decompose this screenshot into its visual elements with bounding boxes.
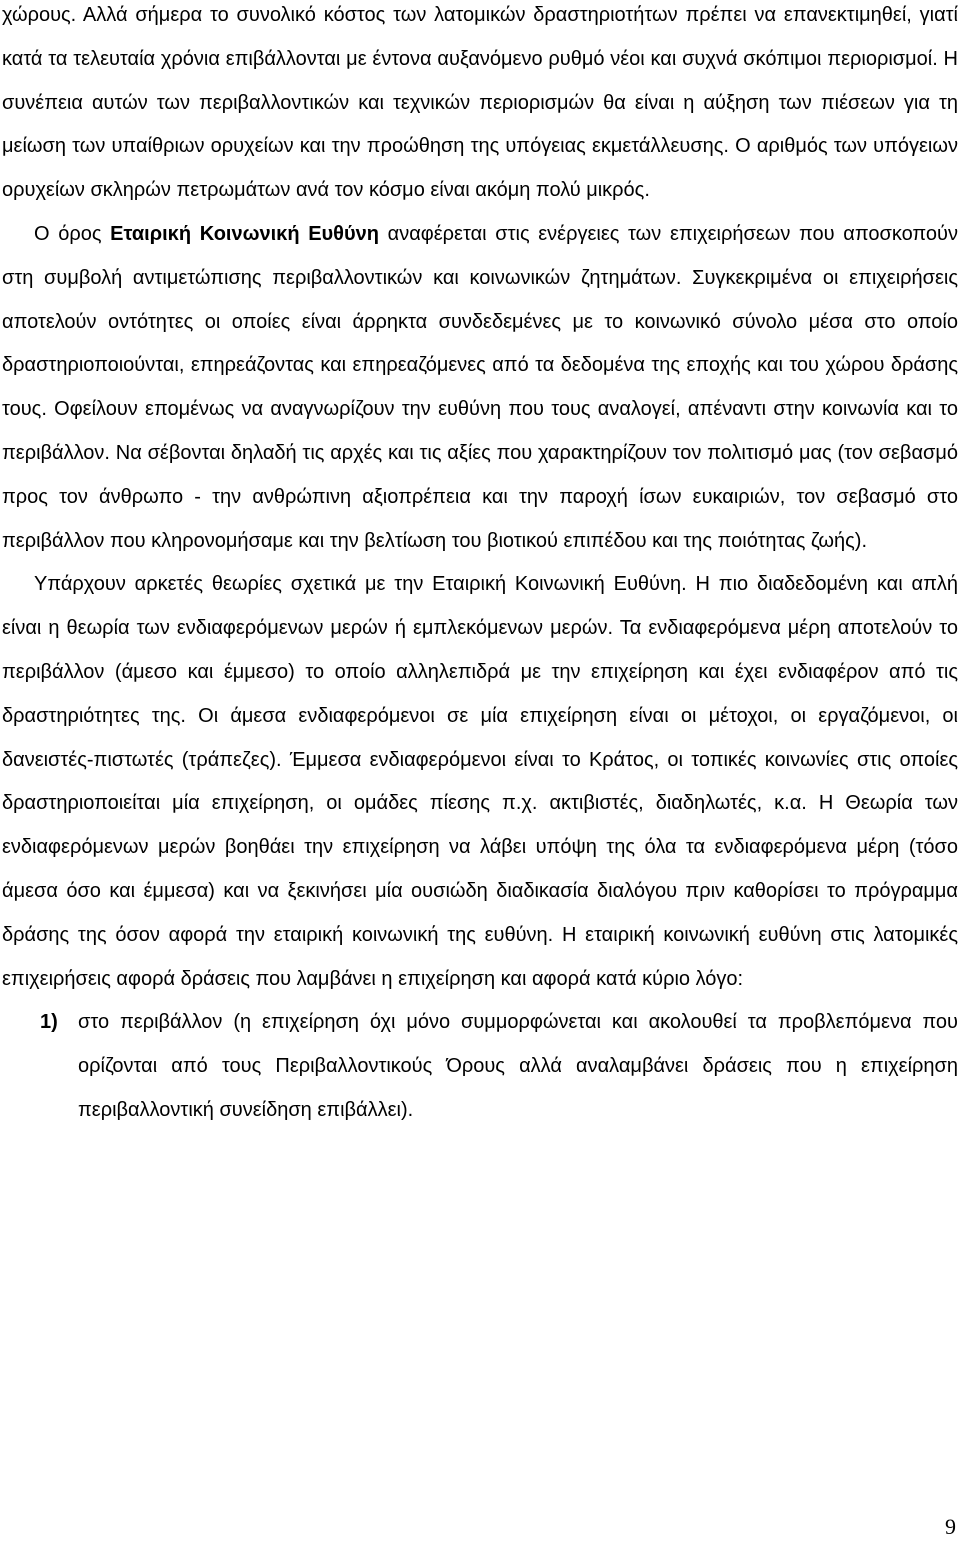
page-number: 9 <box>945 1514 956 1539</box>
paragraph-csr-body-text: αναφέρεται στις ενέργειες των επιχειρήσεων που αποσκοπούν στη συμβολή αντιμετώπισης περιβαλλοντικών και κοινωνικών ζητημάτων. Συγκεκριμένα οι επιχειρήσεις αποτελούν οντότητες οι οποίες είναι άρρηκτα συνδεδεμένες με το κοινωνικό σύνολο μέσα στο οποίο δραστηριοποιούνται, επηρεάζοντας και επηρεαζόμενες από τα δεδομένα της εποχής και του χώρου δράσης τους. Οφείλουν επομένως να αναγνωρίζουν την ευθύνη που τους αναλογεί, απέναντι στην κοινωνία και το περιβάλλον. Να σέβονται δηλαδή τις αρχές και τις αξίες που χαρακτηρίζουν τον πολιτισμό μας (τον σεβασμό προς τον άνθρωπο - την ανθρώπινη αξιοπρέπεια και την παροχή ίσων ευκαιριών, τον σεβασμό στο περιβάλλον που κληρονομήσαμε και την βελτίωση του βιοτικού επιπέδου και της ποιότητας ζωής). <box>2 222 958 552</box>
paragraph-csr-definition <box>2 213 958 563</box>
document-page <box>2 0 958 1550</box>
paragraph-csr-lead-text: Ο όρος <box>34 222 111 245</box>
csr-term-bold: Εταιρική Κοινωνική Ευθύνη <box>110 222 379 245</box>
paragraph-stakeholder-theory: Υπάρχουν αρκετές θεωρίες σχετικά με την Εταιρική Κοινωνική Ευθύνη. Η πιο διαδεδομένη και απλή είναι η θεωρία των ενδιαφερόμενων μερών ή εμπλεκόμενων μερών. Τα ενδιαφερόμενα μέρη αποτελούν το περιβάλλον (άμεσο και έμμεσο) το οποίο αλληλεπιδρά με την επιχείρηση και έχει ενδιαφέρον από τις δραστηριότητες της. Οι άμεσα ενδιαφερόμενοι σε μία επιχείρηση είναι οι μέτοχοι, οι εργαζόμενοι, οι δανειστές-πιστωτές (τράπεζες). Έμμεσα ενδιαφερόμενοι είναι το Κράτος, οι τοπικές κοινωνίες στις οποίες δραστηριοποιείται μία επιχείρηση, οι ομάδες πίεσης π.χ. ακτιβιστές, διαδηλωτές, κ.α. Η Θεωρία των ενδιαφερόμενων μερών βοηθάει την επιχείρηση να λάβει υπόψη της όλα τα ενδιαφερόμενα μέρη (τόσο άμεσα όσο και έμμεσα) και να ξεκινήσει μία ουσιώδη διαδικασία διαλόγου πριν καθορίσει το πρόγραμμα δράσης της όσον αφορά την εταιρική κοινωνική της ευθύνη. Η εταιρική κοινωνική ευθύνη στις λατομικές επιχειρήσεις αφορά δράσεις που λαμβάνει η επιχείρηση και αφορά κατά κύριο λόγο: <box>2 573 958 990</box>
list-item <box>2 1001 958 1132</box>
list-item-text: στο περιβάλλον (η επιχείρηση όχι μόνο συμμορφώνεται και ακολουθεί τα προβλεπόμενα που ορίζονται από τους Περιβαλλοντικούς Όρους αλλά αναλαμβάνει δράσεις που η επιχείρηση περιβαλλοντική συνείδηση επιβάλλει). <box>78 1011 958 1121</box>
paragraph-quarrying-costs: χώρους. Αλλά σήμερα το συνολικό κόστος των λατομικών δραστηριοτήτων πρέπει να επανεκτιμηθεί, γιατί κατά τα τελευταία χρόνια επιβάλλονται με έντονα αυξανόμενο ρυθμό νέοι και συχνά σκόπιμοι περιορισμοί. Η συνέπεια αυτών των περιβαλλοντικών και τεχνικών περιορισμών θα είναι η αύξηση των πιέσεων για τη μείωση των υπαίθριων ορυχείων και την προώθηση της υπόγειας εκμετάλλευσης. Ο αριθμός των υπόγειων ορυχείων σκληρών πετρωμάτων ανά τον κόσμο είναι ακόμη πολύ μικρός. <box>2 4 958 202</box>
list-item-marker: 1) <box>40 1011 58 1034</box>
